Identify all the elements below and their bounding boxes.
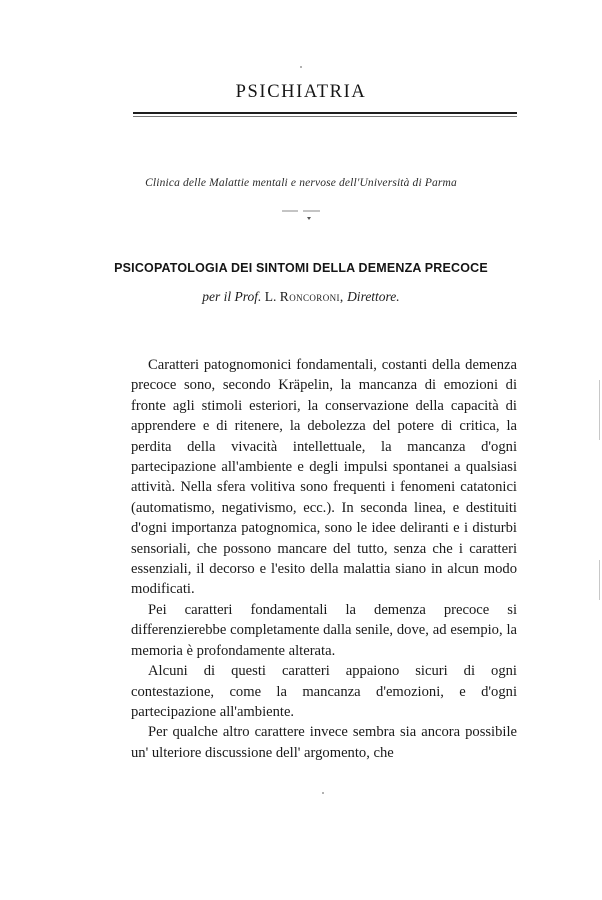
paper-speck (322, 792, 324, 794)
paper-speck (300, 66, 302, 68)
byline (0, 289, 602, 305)
paragraph: Pei caratteri fondamentali la demenza precoce si differenzierebbe completamente dalla senile, dove, ad esempio, la memoria è profondamente alterata. (131, 601, 517, 659)
author-initial: L. (264, 289, 277, 304)
header-rule-thin (133, 116, 517, 117)
paragraph: Caratteri patognomonici fondamentali, costanti della demenza precoce sono, secondo Kräpelin, la mancanza di emozioni di fronte agli stimoli esteriori, la conservazione della capacità di apprendere e di ritenere, la debolezza del potere di critica, la perdita della vivacità intellettuale, la mancanza d'ogni partecipazione all'ambiente e degli impulsi spontanei a qualsiasi attività. Nella sfera volitiva sono frequenti i fenomeni catatonici (automatismo, negativismo, ecc.). In seconda linea, e destituiti d'ogni importanza patognomica, sono le idee deliranti e i disturbi sensoriali, che possono mancare del tutto, senza che i caratteri essenziali, il decorso e l'esito della malattia siano in alcun modo modificati. (131, 357, 517, 598)
paragraph: Per qualche altro carattere invece sembra sia ancora possibile un' ulteriore discussione dell' argomento, che (131, 724, 517, 761)
institution-line: Clinica delle Malattie mentali e nervose dell'Università di Parma (145, 177, 457, 189)
page-edge-shadow (599, 380, 600, 440)
running-head: PSICHIATRIA (235, 82, 367, 102)
body-text (131, 355, 517, 763)
ornament-divider-icon (276, 203, 326, 227)
author-role: Direttore. (347, 289, 400, 304)
author-surname: Roncoroni, (279, 289, 344, 304)
article-title: PSICOPATOLOGIA DEI SINTOMI DELLA DEMENZA PRECOCE (114, 260, 488, 275)
byline-prefix: per il Prof. (202, 289, 262, 304)
paragraph: Alcuni di questi caratteri appaiono sicuri di ogni contestazione, come la mancanza d'emozioni, e d'ogni partecipazione all'ambiente. (131, 663, 517, 720)
page-edge-shadow (599, 560, 600, 600)
header-rule (133, 112, 517, 114)
